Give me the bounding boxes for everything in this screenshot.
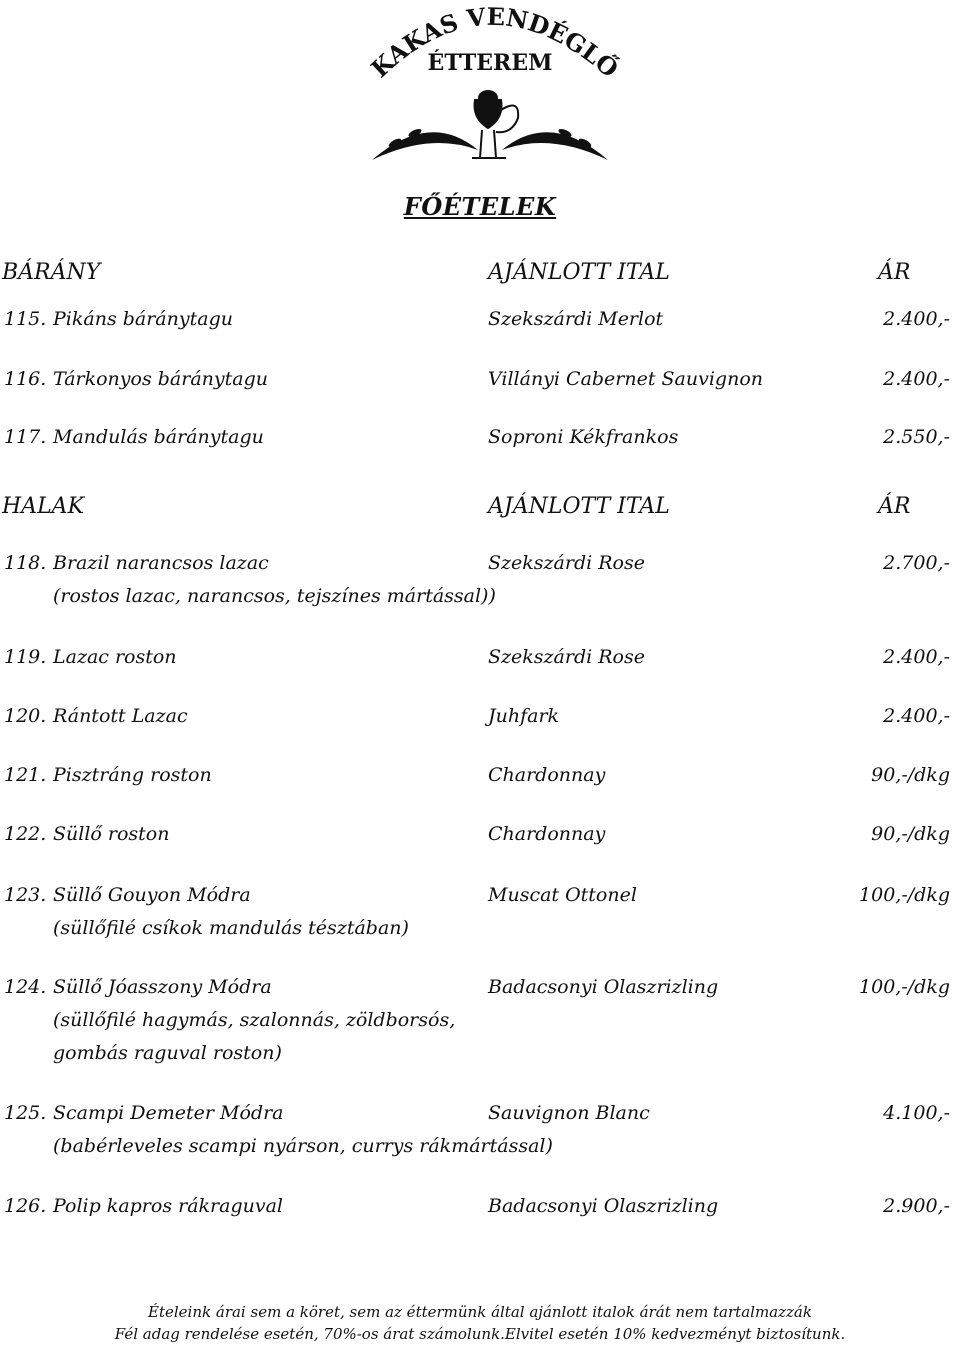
menu-item <box>0 1195 960 1225</box>
item-price: 4.100,- <box>883 1102 950 1124</box>
item-drink: Muscat Ottonel <box>488 884 637 906</box>
item-number: 126. <box>4 1195 47 1217</box>
menu-item <box>0 823 960 853</box>
item-note-row <box>0 585 960 615</box>
item-dish: Pisztráng roston <box>53 764 212 786</box>
item-number: 125. <box>4 1102 47 1124</box>
item-drink: Szekszárdi Rose <box>488 646 645 668</box>
item-dish: Lazac roston <box>53 646 177 668</box>
menu-item <box>0 646 960 676</box>
item-price: 100,-/dkg <box>859 884 950 906</box>
item-dish: Pikáns báránytagu <box>53 308 233 330</box>
item-number: 121. <box>4 764 47 786</box>
item-dish: Tárkonyos báránytagu <box>53 368 268 390</box>
section-name: BÁRÁNY <box>2 260 101 285</box>
item-dish: Süllő Jóasszony Módra <box>53 976 272 998</box>
rooster-icon <box>472 91 518 158</box>
item-price: 2.400,- <box>883 705 950 727</box>
item-number: 118. <box>4 552 47 574</box>
menu-item <box>0 1102 960 1132</box>
price-column-header: ÁR <box>878 260 911 285</box>
menu-item <box>0 764 960 794</box>
item-note-row <box>0 1042 960 1072</box>
item-dish: Scampi Demeter Módra <box>53 1102 284 1124</box>
item-dish: Rántott Lazac <box>53 705 188 727</box>
item-dish: Polip kapros rákraguval <box>53 1195 283 1217</box>
item-price: 100,-/dkg <box>859 976 950 998</box>
logo-subtitle: ÉTTEREM <box>427 50 553 76</box>
menu-item <box>0 552 960 582</box>
footer-note-discount: Fél adag rendelése esetén, 70%-os árat számolunk.Elvitel esetén 10% kedvezményt biztosítunk. <box>114 1325 846 1343</box>
menu-item <box>0 426 960 456</box>
item-number: 123. <box>4 884 47 906</box>
item-price: 90,-/dkg <box>871 823 950 845</box>
section-name: HALAK <box>2 494 85 519</box>
item-drink: Sauvignon Blanc <box>488 1102 650 1124</box>
item-number: 115. <box>4 308 47 330</box>
item-price: 2.400,- <box>883 368 950 390</box>
item-dish: Süllő roston <box>53 823 170 845</box>
item-drink: Chardonnay <box>488 823 606 845</box>
menu-item <box>0 368 960 398</box>
page-title: FŐÉTELEK <box>403 192 557 221</box>
item-note-row <box>0 1009 960 1039</box>
menu-item <box>0 976 960 1006</box>
logo-arc-text: KAKAS VENDÉGL <box>365 1 608 84</box>
item-drink: Szekszárdi Rose <box>488 552 645 574</box>
section-header-halak <box>0 494 960 524</box>
item-drink: Szekszárdi Merlot <box>488 308 664 330</box>
menu-item <box>0 705 960 735</box>
item-drink: Villányi Cabernet Sauvignon <box>488 368 764 390</box>
item-note: gombás raguval roston) <box>53 1042 282 1064</box>
drink-column-header: AJÁNLOTT ITAL <box>488 494 670 519</box>
item-number: 116. <box>4 368 47 390</box>
item-note: (rostos lazac, narancsos, tejszínes mártással)) <box>53 585 496 607</box>
item-note-row <box>0 1135 960 1165</box>
item-number: 117. <box>4 426 47 448</box>
item-dish: Süllő Gouyon Módra <box>53 884 251 906</box>
item-number: 122. <box>4 823 47 845</box>
price-column-header: ÁR <box>878 494 911 519</box>
item-dish: Mandulás báránytagu <box>53 426 264 448</box>
item-note: (süllőfilé csíkok mandulás tésztában) <box>53 917 409 939</box>
item-number: 120. <box>4 705 47 727</box>
item-price: 2.900,- <box>883 1195 950 1217</box>
item-drink: Chardonnay <box>488 764 606 786</box>
item-number: 124. <box>4 976 47 998</box>
wheat-ornament-icon <box>372 127 608 160</box>
section-header-barany <box>0 260 960 290</box>
item-price: 2.400,- <box>883 308 950 330</box>
item-drink: Badacsonyi Olaszrizling <box>488 1195 719 1217</box>
item-drink: Juhfark <box>488 705 560 727</box>
restaurant-logo <box>360 0 620 175</box>
item-dish: Brazil narancsos lazac <box>53 552 269 574</box>
item-price: 2.400,- <box>883 646 950 668</box>
footer-note-prices: Ételeink árai sem a köret, sem az éttermünk által ajánlott italok árát nem tartalmazzák <box>148 1303 812 1321</box>
menu-item <box>0 884 960 914</box>
drink-column-header: AJÁNLOTT ITAL <box>488 260 670 285</box>
menu-item <box>0 308 960 338</box>
item-drink: Badacsonyi Olaszrizling <box>488 976 719 998</box>
item-drink: Soproni Kékfrankos <box>488 426 679 448</box>
item-price: 2.550,- <box>883 426 950 448</box>
item-price: 2.700,- <box>883 552 950 574</box>
item-note: (babérleveles scampi nyárson, currys rákmártással) <box>53 1135 553 1157</box>
item-price: 90,-/dkg <box>871 764 950 786</box>
item-number: 119. <box>4 646 47 668</box>
item-note: (süllőfilé hagymás, szalonnás, zöldborsós, <box>53 1009 456 1031</box>
logo-graphic <box>360 0 620 175</box>
item-note-row <box>0 917 960 947</box>
